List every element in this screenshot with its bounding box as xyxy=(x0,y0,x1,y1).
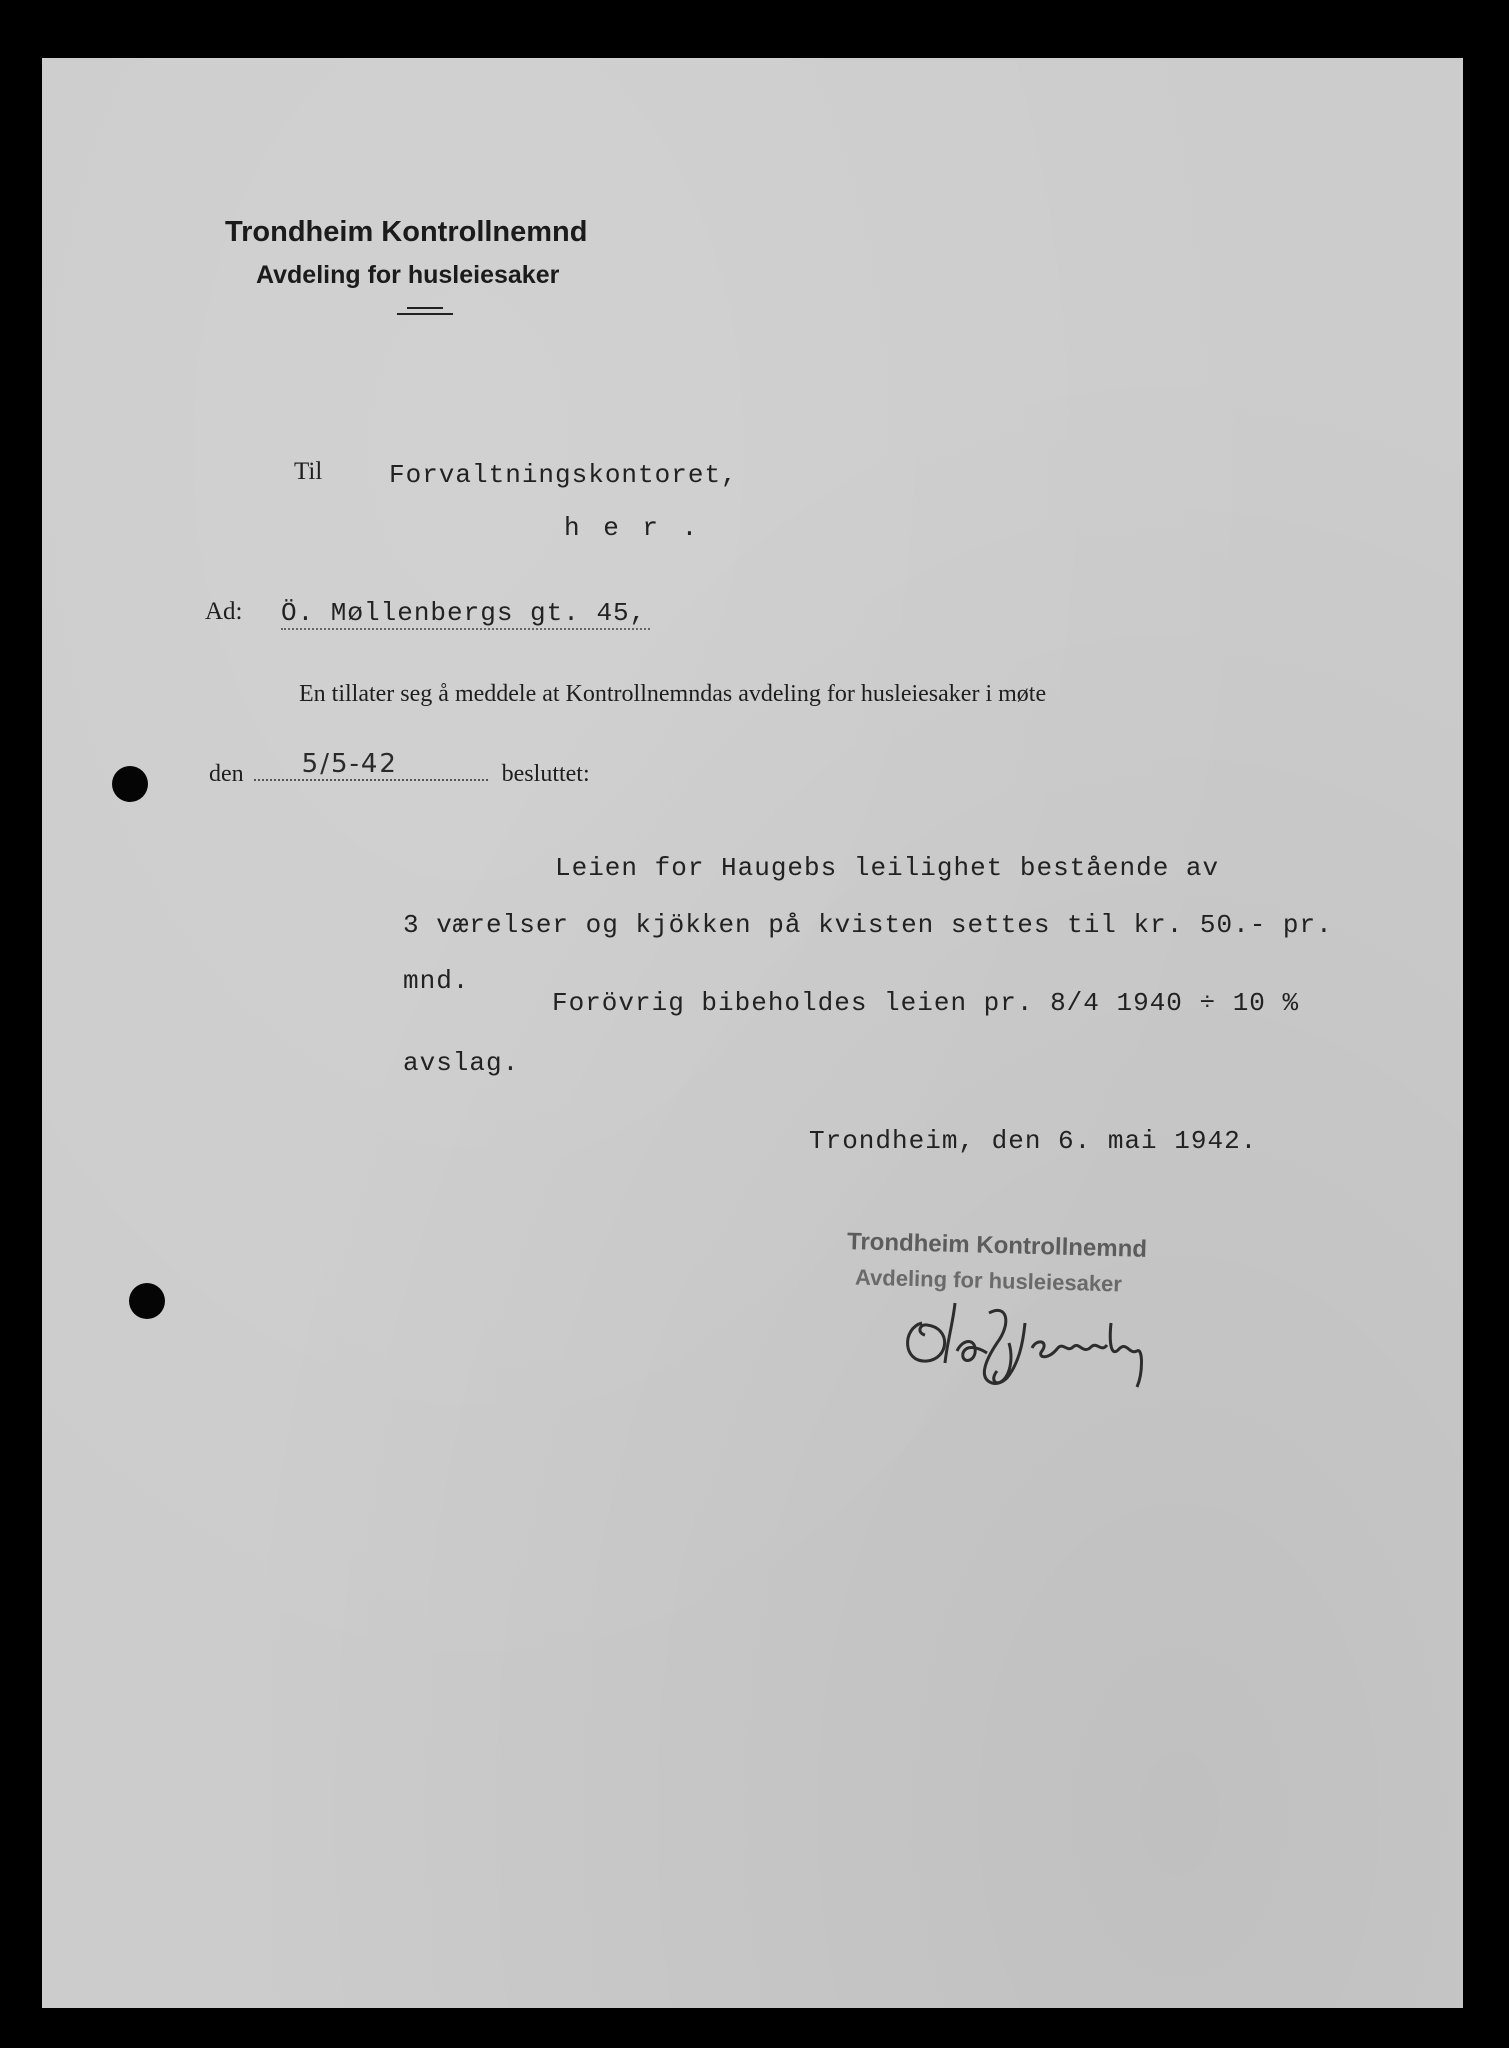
recipient-here: h e r . xyxy=(564,513,702,543)
subject-address: Ö. Møllenbergs gt. 45, xyxy=(281,598,650,630)
body-line-1: Leien for Haugebs leilighet bestående av xyxy=(555,853,1220,883)
stamp-line-2: Avdeling for husleiesaker xyxy=(854,1264,1123,1297)
recipient: Forvaltningskontoret, xyxy=(389,460,738,490)
letterhead-divider-lower xyxy=(397,313,453,315)
signature xyxy=(897,1283,1177,1393)
den-label: den xyxy=(209,761,244,787)
letterhead-title: Trondheim Kontrollnemnd xyxy=(225,216,588,248)
letterhead-divider xyxy=(407,307,443,309)
stamp-line-1: Trondheim Kontrollnemnd xyxy=(846,1228,1148,1263)
letterhead-subtitle: Avdeling for husleiesaker xyxy=(256,261,560,289)
decided-label: besluttet: xyxy=(501,761,590,787)
body-line-4: Forövrig bibeholdes leien pr. 8/4 1940 ÷ 10 % xyxy=(552,988,1300,1018)
intro-text: En tillater seg å meddele at Kontrollnemndas avdeling for husleiesaker i møte xyxy=(299,681,1047,707)
meeting-date: 5/5-42 xyxy=(301,749,398,779)
document-page xyxy=(42,58,1463,2008)
subject-label: Ad: xyxy=(205,598,243,625)
punch-hole-top xyxy=(112,766,148,802)
meeting-line xyxy=(209,749,590,788)
body-line-5: avslag. xyxy=(403,1048,520,1078)
meeting-date-field xyxy=(254,749,488,781)
body-line-3: mnd. xyxy=(403,966,470,996)
body-line-2: 3 værelser og kjökken på kvisten settes til kr. 50.- pr. xyxy=(403,910,1333,940)
to-label: Til xyxy=(294,458,323,485)
place-date: Trondheim, den 6. mai 1942. xyxy=(809,1126,1258,1156)
punch-hole-bottom xyxy=(129,1283,165,1319)
